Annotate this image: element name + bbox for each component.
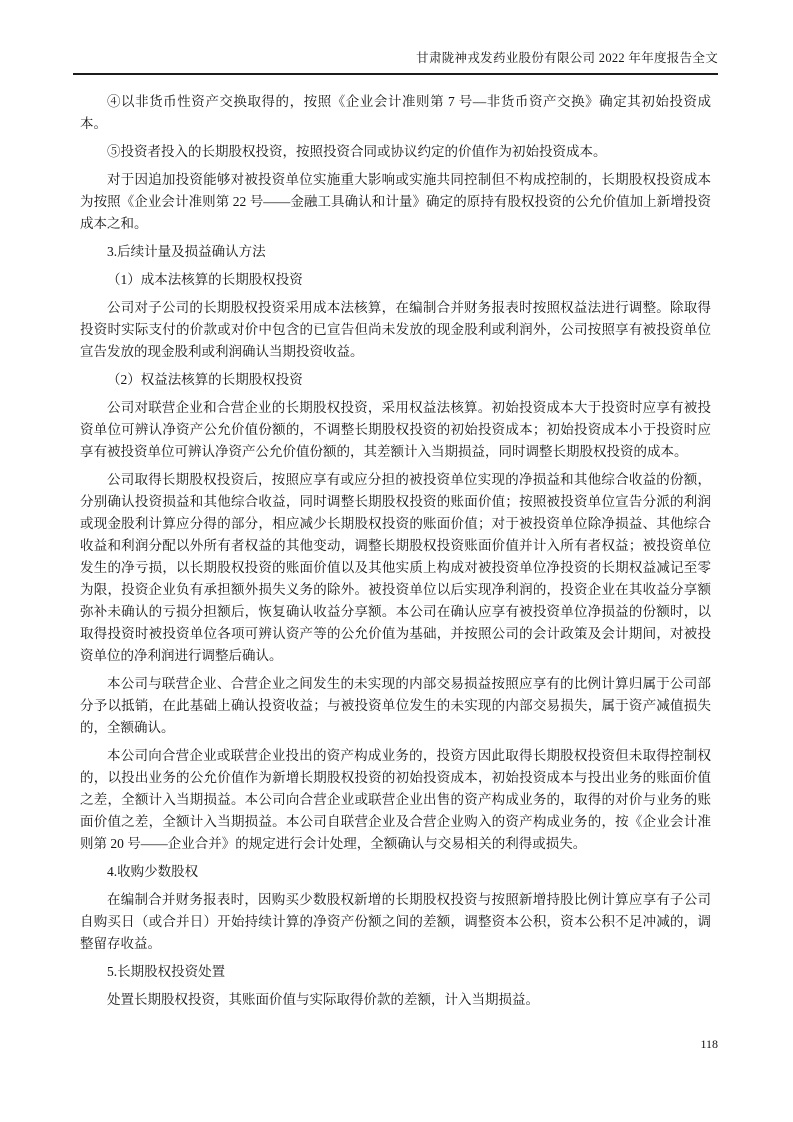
body-paragraph: 公司取得长期股权投资后，按照应享有或应分担的被投资单位实现的净损益和其他综合收益的份额，分别确认投资损益和其他综合收益，同时调整长期股权投资的账面价值；按照被投资单位宣告分派的利润或现金股利计算应分得的部分，相应减少长期股权投资的账面价值；对于被投资单位除净损益、其他综合收益和利润分配以外所有者权益的其他变动，调整长期股权投资账面价值并计入所有者权益；被投资单位发生的净亏损，以长期股权投资的账面价值以及其他实质上构成对被投资单位净投资的长期权益减记至零为限，投资企业负有承担额外损失义务的除外。被投资单位以后实现净利润的，投资企业在其收益分享额弥补未确认的亏损分担额后，恢复确认收益分享额。本公司在确认应享有被投资单位净损益的份额时，以取得投资时被投资单位各项可辨认资产等的公允价值为基础，并按照公司的会计政策及会计期间，对被投资单位的净利润进行调整后确认。 [80, 472, 711, 663]
body-paragraph: 本公司向合营企业或联营企业投出的资产构成业务的，投资方因此取得长期股权投资但未取得控制权的，以投出业务的公允价值作为新增长期股权投资的初始投资成本，初始投资成本与投出业务的账面价值之差，全额计入当期损益。本公司向合营企业或联营企业出售的资产构成业务的，取得的对价与业务的账面价值之差，全额计入当期损益。本公司自联营企业及合营企业购入的资产构成业务的，按《企业会计准则第 20 号——企业合并》的规定进行会计处理，全额确认与交易相关的利得或损失。 [80, 748, 711, 851]
body-paragraph: 公司对子公司的长期股权投资采用成本法核算，在编制合并财务报表时按照权益法进行调整。除取得投资时实际支付的价款或对价中包含的已宣告但尚未发放的现金股利或利润外，公司按照享有被投资单位宣告发放的现金股利或利润确认当期投资收益。 [80, 300, 711, 359]
section-heading: 4.收购少数股权 [107, 864, 199, 879]
page-header [73, 0, 718, 75]
report-header-title: 甘肃陇神戎发药业股份有限公司 2022 年年度报告全文 [73, 0, 718, 75]
body-paragraph: 本公司与联营企业、合营企业之间发生的未实现的内部交易损益按照应享有的比例计算归属于公司部分予以抵销，在此基础上确认投资收益；与被投资单位发生的未实现的内部交易损失，属于资产减值损失的，全额确认。 [80, 676, 711, 735]
page-number: 118 [700, 1037, 718, 1051]
body-paragraph: ⑤投资者投入的长期股权投资，按照投资合同或协议约定的价值作为初始投资成本。 [107, 144, 607, 159]
body-paragraph: 对于因追加投资能够对被投资单位实施重大影响或实施共同控制但不构成控制的，长期股权投资成本为按照《企业会计准则第 22 号——金融工具确认和计量》确定的原持有股权投资的公允价值加上新增投资成本之和。 [80, 172, 711, 231]
section-heading: （2）权益法核算的长期股权投资 [107, 372, 303, 387]
body-paragraph: 公司对联营企业和合营企业的长期股权投资，采用权益法核算。初始投资成本大于投资时应享有被投资单位可辨认净资产公允价值份额的，不调整长期股权投资的初始投资成本；初始投资成本小于投资时应享有被投资单位可辨认净资产公允价值份额的，其差额计入当期损益，同时调整长期股权投资的成本。 [80, 400, 711, 459]
section-heading: （1）成本法核算的长期股权投资 [107, 272, 303, 287]
body-paragraph: 在编制合并财务报表时，因购买少数股权新增的长期股权投资与按照新增持股比例计算应享有子公司自购买日（或合并日）开始持续计算的净资产份额之间的差额，调整资本公积，资本公积不足冲减的，调整留存收益。 [80, 892, 711, 951]
body-paragraph: ④以非货币性资产交换取得的，按照《企业会计准则第 7 号—非货币资产交换》确定其初始投资成本。 [80, 94, 711, 131]
section-heading: 3.后续计量及损益确认方法 [107, 244, 266, 259]
section-heading: 5.长期股权投资处置 [107, 964, 226, 979]
page-footer [73, 1036, 720, 1052]
body-paragraph: 处置长期股权投资，其账面价值与实际取得价款的差额，计入当期损益。 [107, 992, 539, 1007]
page-content [80, 91, 711, 1017]
